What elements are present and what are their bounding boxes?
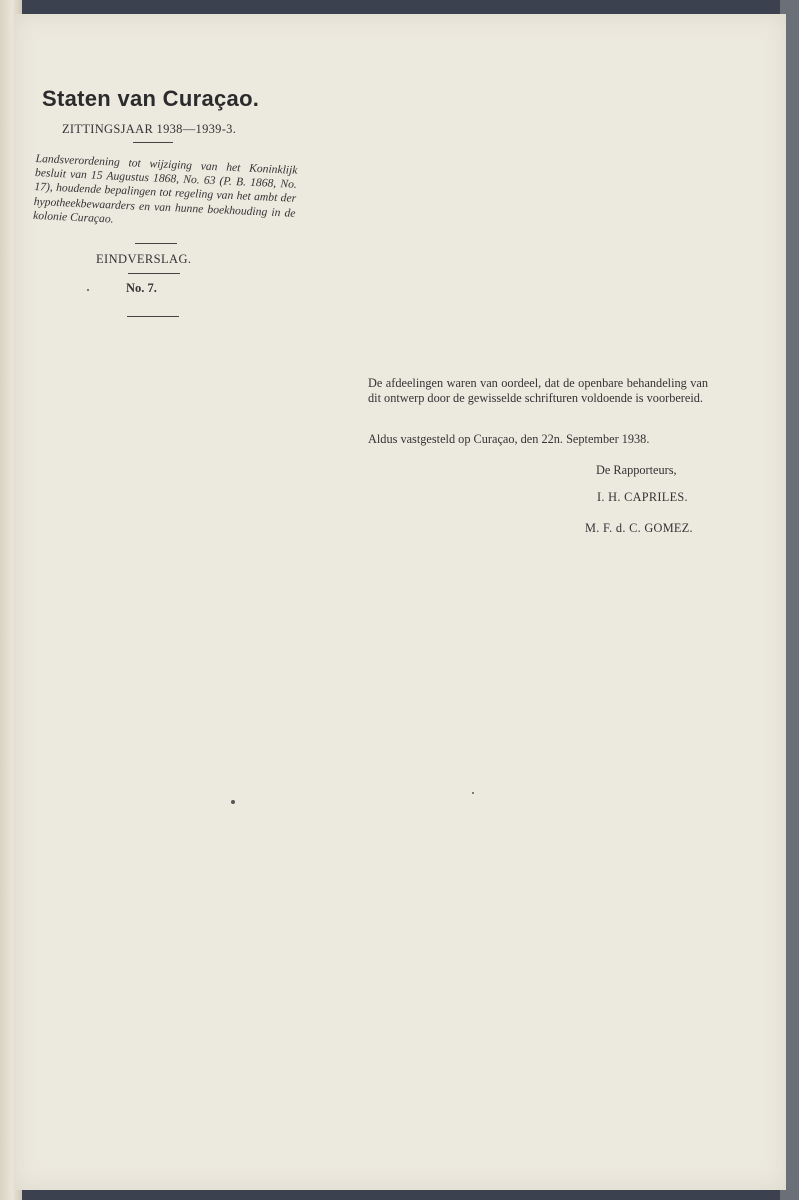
report-number: No. 7. — [126, 281, 157, 295]
subject-description: Landsverordening tot wijziging van het Koninklijk besluit van 15 Augustus 1868, No. 63 (P. B. 1868, No. 17), houdende bepalingen tot regeling van het ambt der hypotheekbewaarders en van hunne boekhouding in de kolonie Curaçao. — [32, 152, 298, 226]
paper-speck — [472, 792, 474, 794]
rapporteur-name: M. F. d. C. GOMEZ. — [585, 521, 693, 535]
rapporteur-name: I. H. CAPRILES. — [597, 490, 688, 504]
divider-rule — [133, 142, 173, 143]
paper-speck — [87, 289, 89, 291]
body-paragraph: De afdeelingen waren van oordeel, dat de openbare behandeling van dit ontwerp door de gewisselde schrifturen voldoende is voorbereid. — [368, 376, 708, 406]
divider-rule — [135, 243, 177, 244]
rapporteurs-label: De Rapporteurs, — [596, 463, 677, 477]
report-type: EINDVERSLAG. — [96, 252, 192, 266]
divider-rule — [128, 273, 180, 274]
divider-rule — [127, 316, 179, 317]
paper-speck — [231, 800, 235, 804]
adoption-line: Aldus vastgesteld op Curaçao, den 22n. September 1938. — [368, 432, 650, 446]
session-year: ZITTINGSJAAR 1938—1939-3. — [62, 122, 237, 136]
document-title: Staten van Curaçao. — [42, 86, 260, 111]
